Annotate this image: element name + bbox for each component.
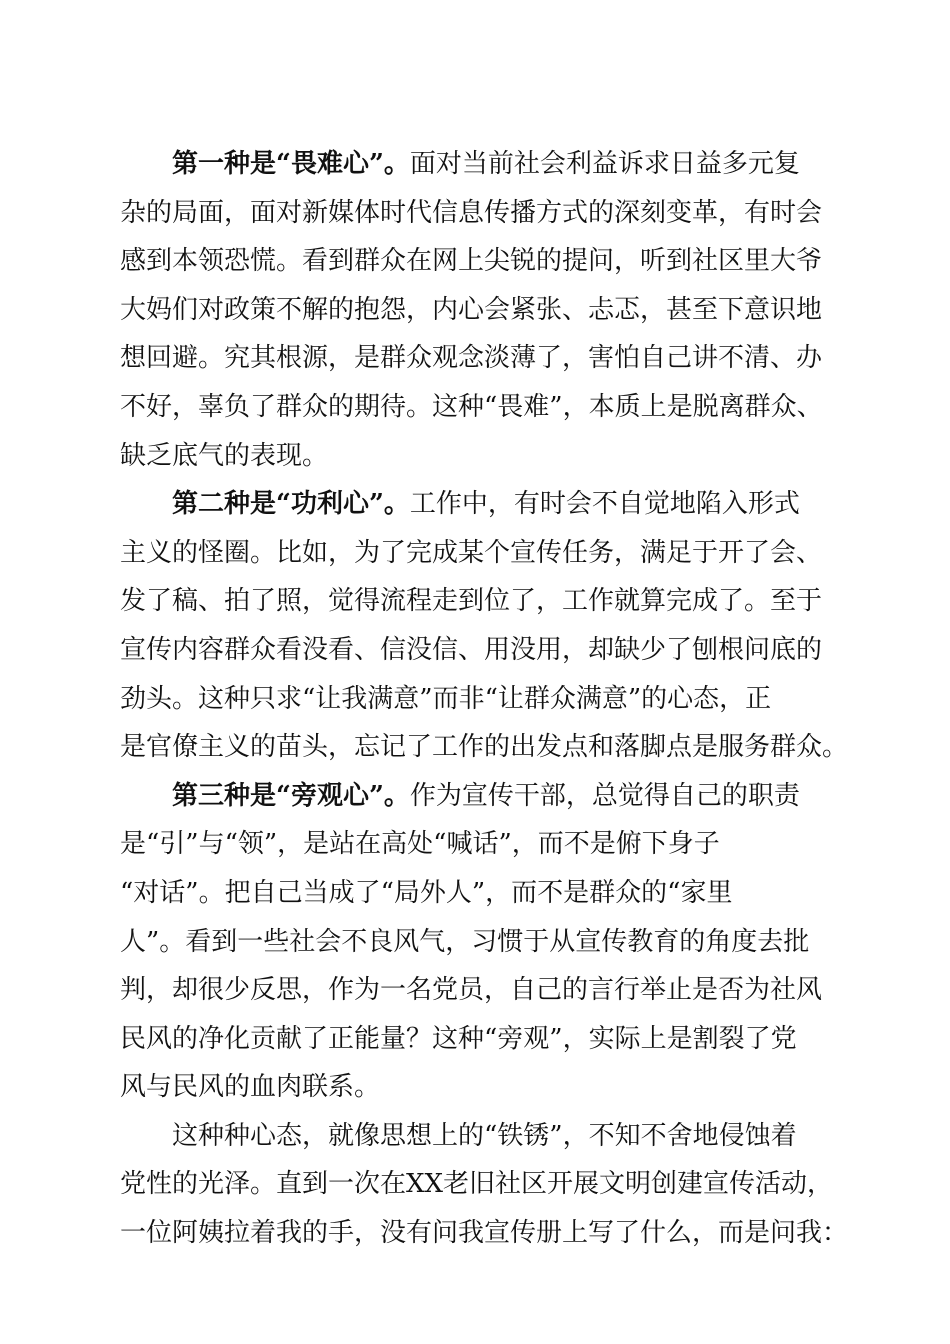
text-line: 第三种是“旁观心”。作为宣传干部，总觉得自己的职责 (172, 780, 800, 811)
text-line: 是“引”与“领”，是站在高处“喊话”，而不是俯下身子 (120, 829, 720, 860)
paragraph-utilitarian (120, 480, 849, 772)
text-line: 第一种是“畏难心”。面对当前社会利益诉求日益多元复 (172, 149, 800, 179)
text-line: 民风的净化贡献了正能量？这种“旁观”，实际上是割裂了党 (120, 1023, 797, 1054)
text-line: 主义的怪圈。比如，为了完成某个宣传任务，满足于开了会、 (120, 537, 823, 568)
text-line: 缺乏底气的表现。 (120, 440, 329, 471)
paragraph-lead: 第一种是“畏难心”。 (172, 149, 410, 179)
text-line: 党性的光泽。直到一次在XX老旧社区开展文明创建宣传活动， (120, 1169, 834, 1200)
text-line: 感到本领恐慌。看到群众在网上尖锐的提问，听到社区里大爷 (120, 246, 823, 277)
text-line: 劲头。这种只求“让我满意”而非“让群众满意”的心态，正 (120, 683, 772, 714)
text-line: 发了稿、拍了照，觉得流程走到位了，工作就算完成了。至于 (120, 586, 823, 617)
text-line: “对话”。把自己当成了“局外人”，而不是群众的“家里 (120, 877, 733, 908)
paragraph-lead: 第二种是“功利心”。 (172, 489, 410, 520)
paragraph-lead: 第三种是“旁观心”。 (172, 780, 410, 811)
text-line: 宣传内容群众看没看、信没信、用没用，却缺少了刨根问底的 (120, 634, 823, 665)
text-line: 杂的局面，面对新媒体时代信息传播方式的深刻变革，有时会 (120, 197, 823, 228)
text-line: 判，却很少反思，作为一名党员，自己的言行举止是否为社风 (120, 975, 823, 1006)
text-line: 人”。看到一些社会不良风气，习惯于从宣传教育的角度去批 (120, 926, 810, 957)
text-line: 大妈们对政策不解的抱怨，内心会紧张、忐忑，甚至下意识地 (120, 294, 823, 325)
text-line: 是官僚主义的苗头，忘记了工作的出发点和落脚点是服务群众。 (120, 732, 849, 763)
text-line: 想回避。究其根源，是群众观念淡薄了，害怕自己讲不清、办 (120, 343, 823, 374)
text-line: 不好，辜负了群众的期待。这种“畏难”，本质上是脱离群众、 (120, 391, 823, 422)
document-body (120, 140, 849, 1258)
text-line: 风与民风的血肉联系。 (120, 1072, 381, 1103)
paragraph-fear-of-difficulty (120, 140, 832, 480)
paragraph-conclusion (120, 1112, 849, 1258)
text-line: 这种种心态，就像思想上的“铁锈”，不知不舍地侵蚀着 (172, 1120, 797, 1151)
paragraph-bystander (120, 772, 832, 1112)
text-line: 一位阿姨拉着我的手，没有问我宣传册上写了什么，而是问我： (120, 1218, 849, 1249)
text-line: 第二种是“功利心”。工作中，有时会不自觉地陷入形式 (172, 489, 800, 520)
